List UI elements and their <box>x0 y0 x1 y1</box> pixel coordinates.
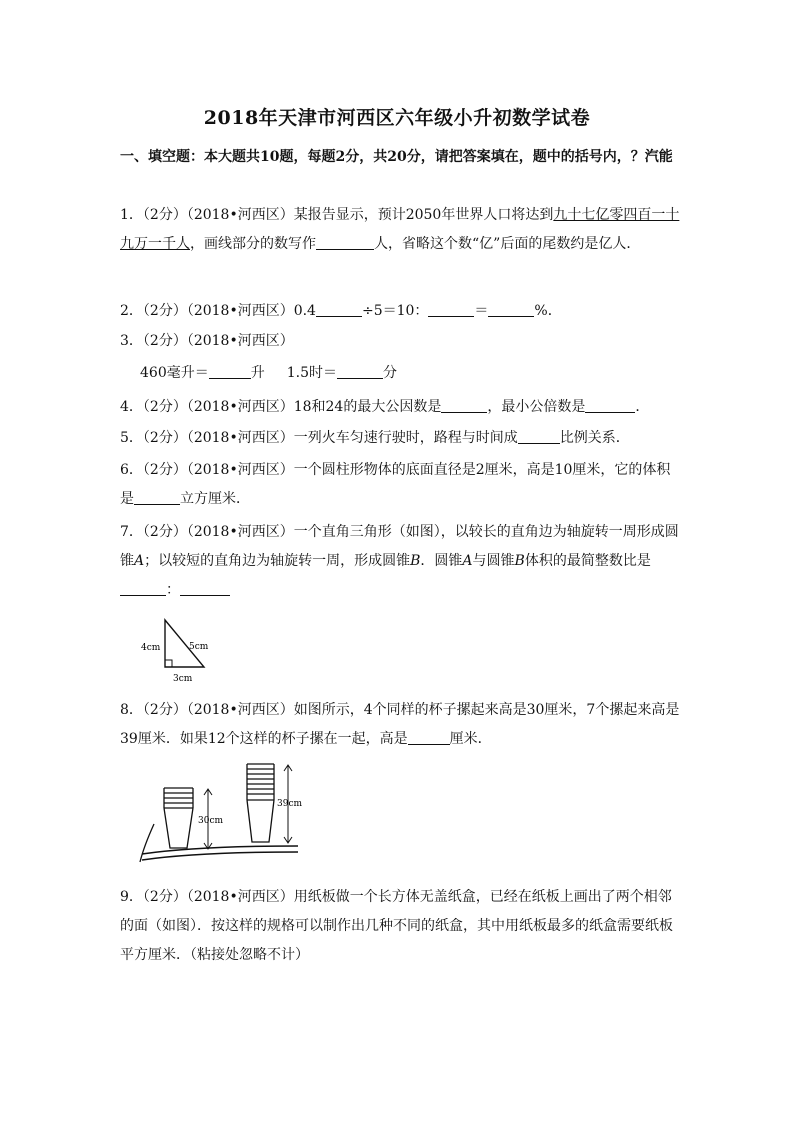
q6-text-end: 立方厘米． <box>180 491 250 507</box>
q3-blank-1[interactable] <box>209 362 251 379</box>
question-3 <box>120 327 680 388</box>
q8-text: 8．（2分）（2018•河西区）如图所示，4个同样的杯子摞起来高是30厘米，7个摞起来高是39厘米．如果12个这样的杯子摞在一起，高是 <box>120 702 680 747</box>
q8-text-end: 厘米． <box>449 731 492 747</box>
q7-cone-a: A <box>134 553 145 569</box>
question-8 <box>120 696 680 754</box>
q1-text-tail: ，画线部分的数写作 <box>190 236 316 252</box>
table-surface-line-2 <box>142 852 298 860</box>
q4-text-mid: ，最小公倍数是 <box>487 399 586 415</box>
q5-text: 5．（2分）（2018•河西区）一列火车匀速行驶时，路程与时间成 <box>120 430 518 446</box>
question-4 <box>120 393 680 422</box>
q7-text-mid4: 体积的最简整数比是 <box>524 553 651 569</box>
question-2 <box>120 297 680 326</box>
q7-cone-b: B <box>410 553 421 569</box>
q5-text-end: 比例关系． <box>559 430 630 446</box>
triangle-label-hypotenuse: 5cm <box>189 642 209 652</box>
q7-triangle-figure <box>138 615 218 685</box>
q6-text: 6．（2分）（2018•河西区）一个圆柱形物体的底面直径是2厘米，高是10厘米，它的体积是 <box>120 462 671 507</box>
q1-blank-1[interactable] <box>316 233 374 250</box>
q4-text: 4．（2分）（2018•河西区）18和24的最大公因数是 <box>120 399 442 415</box>
q7-text: 7．（2分）（2018•河西区）一个直角三角形（如图），以较长的直角边为轴旋转一周形成圆锥 <box>120 524 679 569</box>
q7-blank-1[interactable] <box>120 579 166 596</box>
section-1-heading: 一、填空题：本大题共10题，每题2分，共20分，请把答案填在，题中的括号内，？汽能 <box>120 149 673 165</box>
q7-cone-a-2: A <box>462 553 473 569</box>
q4-blank-2[interactable] <box>585 396 635 413</box>
q1-text-end: 亿人． <box>598 236 641 252</box>
question-6 <box>120 456 680 514</box>
q7-text-mid3: 与圆锥 <box>472 553 515 569</box>
q1-text: 1．（2分）（2018•河西区）某报告显示，预计2050年世界人口将达到 <box>120 207 554 223</box>
question-5 <box>120 424 680 453</box>
q2-blank-3[interactable] <box>488 300 534 317</box>
q7-text-mid1: ；以较短的直角边为轴旋转一周，形成圆锥 <box>144 553 411 569</box>
triangle-label-bottom: 3cm <box>173 674 193 684</box>
q3-unit-2: 分 <box>383 365 397 381</box>
q7-blank-2[interactable] <box>180 579 230 596</box>
q4-blank-1[interactable] <box>441 396 487 413</box>
q2-blank-2[interactable] <box>428 300 474 317</box>
q6-blank-1[interactable] <box>134 488 180 505</box>
q2-text-mid2: ＝ <box>474 303 489 319</box>
q2-text-end: %． <box>534 303 562 319</box>
q2-text: 2．（2分）（2018•河西区）0.4 <box>120 303 316 319</box>
q3-conversions <box>120 359 680 388</box>
right-angle-mark <box>165 660 172 667</box>
q1-text-tail2: 人，省略这个数“亿”后面的尾数约是 <box>374 236 599 252</box>
q3-part-2: 1.5时＝ <box>286 365 337 381</box>
cup-stack-7 <box>247 764 274 842</box>
triangle-label-left: 4cm <box>141 643 161 653</box>
question-7 <box>120 518 680 605</box>
q4-text-end: ． <box>635 399 650 415</box>
q2-text-mid1: ÷5＝10： <box>361 303 429 319</box>
q2-blank-1[interactable] <box>316 300 362 317</box>
q7-cone-b-2: B <box>514 553 525 569</box>
q1-underlined-number: 九十七亿零四百一十九万一千人 <box>120 207 680 252</box>
q7-text-mid2: ．圆锥 <box>420 553 463 569</box>
q3-unit-1: 升 <box>250 365 265 381</box>
height-label-39: 39cm <box>277 799 303 809</box>
q7-colon: ： <box>166 582 180 598</box>
height-label-30: 30cm <box>198 816 224 826</box>
q8-blank-1[interactable] <box>408 728 450 745</box>
q8-cups-figure <box>138 760 303 870</box>
q5-blank-1[interactable] <box>518 427 560 444</box>
exam-title: 2018年天津市河西区六年级小升初数学试卷 <box>203 107 591 129</box>
q3-text: 3．（2分）（2018•河西区） <box>120 333 294 349</box>
cup-stack-4 <box>164 788 193 848</box>
question-1 <box>120 201 680 259</box>
question-9: 9．（2分）（2018•河西区）用纸板做一个长方体无盖纸盒，已经在纸板上画出了两个相邻的面（如图）．按这样的规格可以制作出几种不同的纸盒，其中用纸板最多的纸盒需要纸板平方厘米．（粘接处忽略不计） <box>120 889 673 963</box>
q3-blank-2[interactable] <box>337 362 383 379</box>
table-edge <box>140 824 154 862</box>
q3-part-1: 460毫升＝ <box>140 365 209 381</box>
